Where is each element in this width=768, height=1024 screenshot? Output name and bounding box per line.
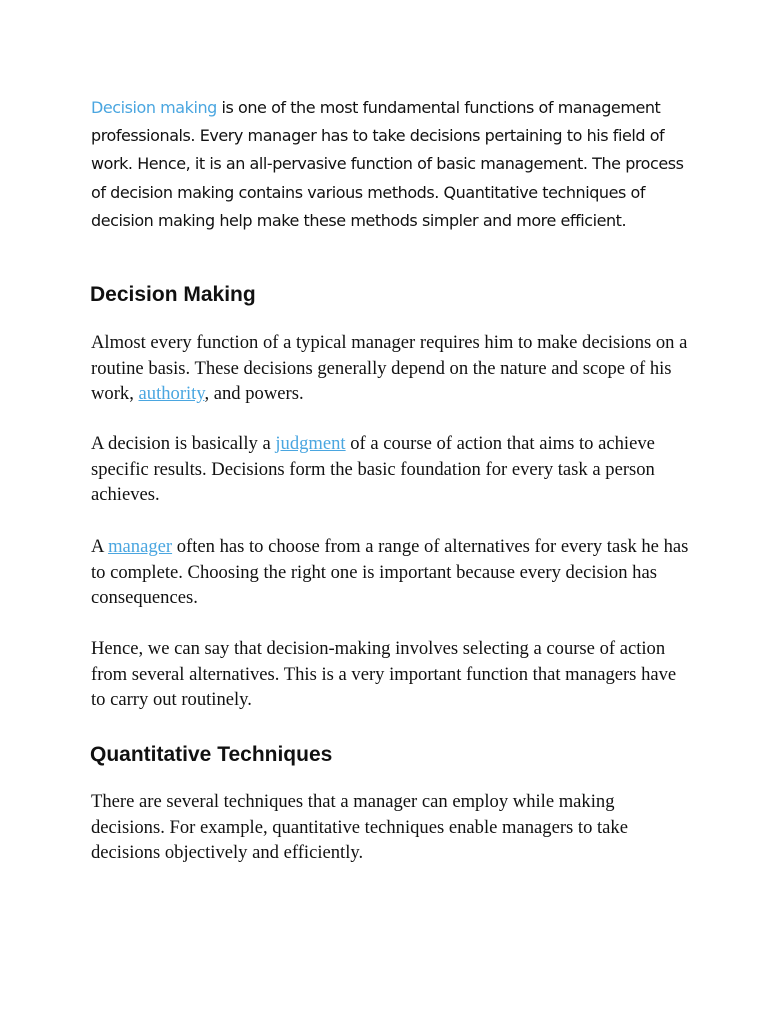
paragraph-text: , and powers. <box>204 383 304 404</box>
decision-making-link[interactable]: Decision making <box>91 98 217 117</box>
judgment-link[interactable]: judgment <box>275 433 346 454</box>
manager-link[interactable]: manager <box>108 536 173 557</box>
quantitative-techniques-heading: Quantitative Techniques <box>90 743 333 766</box>
paragraph-text: often has to choose from a range of alternatives for every task he has to complete. Choosing the right one is important because every decision has consequences. <box>91 536 689 608</box>
decision-making-heading: Decision Making <box>90 283 256 306</box>
paragraph-decision-definition <box>91 431 691 508</box>
authority-link[interactable]: authority <box>138 383 205 404</box>
paragraph-decision-summary: Hence, we can say that decision-making involves selecting a course of action from several alternatives. This is a very important function that managers have to carry out routinely. <box>91 638 677 710</box>
paragraph-text: of a course of action that aims to achieve specific results. Decisions form the basic foundation for every task a person achieves. <box>91 433 655 505</box>
paragraph-text: A decision is basically a <box>91 433 276 454</box>
paragraph-routine-decisions <box>91 330 691 407</box>
paragraph-techniques: There are several techniques that a manager can employ while making decisions. For example, quantitative techniques enable managers to take decisions objectively and efficiently. <box>91 791 628 863</box>
paragraph-text: Almost every function of a typical manager requires him to make decisions on a routine basis. These decisions generally depend on the nature and scope of his work, <box>91 332 688 404</box>
intro-text: is one of the most fundamental functions of management professionals. Every manager has to take decisions pertaining to his field of work. Hence, it is an all-pervasive function of basic management. The process of decision making contains various methods. Quantitative techniques of decision making help make these methods simpler and more efficient. <box>91 98 684 230</box>
intro-paragraph <box>91 94 691 235</box>
paragraph-manager-alternatives <box>91 534 691 611</box>
paragraph-text: A <box>91 536 109 557</box>
